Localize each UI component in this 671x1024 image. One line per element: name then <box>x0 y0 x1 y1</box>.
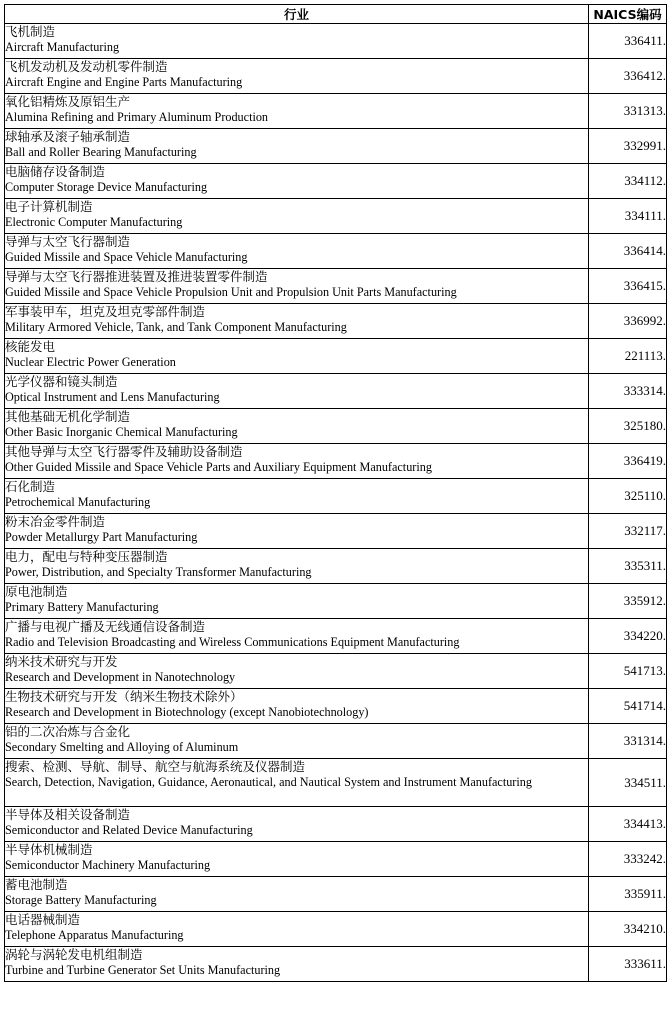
industry-name-chinese: 纳米技术研究与开发 <box>5 654 118 669</box>
table-row <box>5 444 667 479</box>
industry-cell <box>5 759 589 807</box>
industry-cell <box>5 619 589 654</box>
table-row <box>5 129 667 164</box>
table-row <box>5 689 667 724</box>
naics-code-cell: 332117. <box>589 514 667 549</box>
table-row <box>5 304 667 339</box>
industry-name-english: Nuclear Electric Power Generation <box>5 355 176 369</box>
industry-cell <box>5 444 589 479</box>
table-row <box>5 199 667 234</box>
industry-cell <box>5 689 589 724</box>
naics-code-cell: 334220. <box>589 619 667 654</box>
industry-cell <box>5 164 589 199</box>
industry-name-chinese: 电脑储存设备制造 <box>5 164 106 179</box>
industry-cell <box>5 724 589 759</box>
table-row <box>5 164 667 199</box>
industry-name-english: Other Basic Inorganic Chemical Manufacturing <box>5 425 238 439</box>
industry-name-chinese: 搜索、检测、导航、制导、航空与航海系统及仪器制造 <box>5 759 306 774</box>
industry-cell <box>5 234 589 269</box>
industry-cell <box>5 94 589 129</box>
table-row <box>5 234 667 269</box>
industry-cell <box>5 912 589 947</box>
industry-name-english: Alumina Refining and Primary Aluminum Production <box>5 110 269 124</box>
table-row <box>5 479 667 514</box>
naics-code-cell: 336419. <box>589 444 667 479</box>
industry-name-english: Military Armored Vehicle, Tank, and Tank Component Manufacturing <box>5 320 347 334</box>
industry-name-chinese: 铝的二次冶炼与合金化 <box>5 724 131 739</box>
industry-name-chinese: 飞机制造 <box>5 24 56 39</box>
naics-code-cell: 325180. <box>589 409 667 444</box>
industry-name-english: Aircraft Engine and Engine Parts Manufacturing <box>5 75 243 89</box>
table-row <box>5 409 667 444</box>
table-row <box>5 912 667 947</box>
naics-code-cell: 336415. <box>589 269 667 304</box>
table-row <box>5 654 667 689</box>
industry-name-chinese: 核能发电 <box>5 339 56 354</box>
naics-code-cell: 335311. <box>589 549 667 584</box>
industry-cell <box>5 269 589 304</box>
industry-cell <box>5 304 589 339</box>
industry-cell <box>5 24 589 59</box>
industry-name-chinese: 飞机发动机及发动机零件制造 <box>5 59 168 74</box>
industry-name-chinese: 其他导弹与太空飞行器零件及辅助设备制造 <box>5 444 243 459</box>
industry-cell <box>5 842 589 877</box>
naics-code-cell: 336411. <box>589 24 667 59</box>
industry-name-chinese: 球轴承及滚子轴承制造 <box>5 129 131 144</box>
industry-name-chinese: 电力，配电与特种变压器制造 <box>5 549 168 564</box>
table-row <box>5 842 667 877</box>
naics-code-cell: 333314. <box>589 374 667 409</box>
table-row <box>5 59 667 94</box>
industry-name-chinese: 石化制造 <box>5 479 56 494</box>
naics-code-cell: 333242. <box>589 842 667 877</box>
industry-cell <box>5 374 589 409</box>
industry-name-english: Other Guided Missile and Space Vehicle Parts and Auxiliary Equipment Manufacturing <box>5 460 432 474</box>
industry-cell <box>5 584 589 619</box>
industry-name-english: Guided Missile and Space Vehicle Manufacturing <box>5 250 248 264</box>
industry-cell <box>5 877 589 912</box>
industry-column-header: 行业 <box>5 5 589 24</box>
industry-name-english: Guided Missile and Space Vehicle Propulsion Unit and Propulsion Unit Parts Manufacturing <box>5 285 457 299</box>
industry-cell <box>5 479 589 514</box>
table-body <box>5 24 667 982</box>
industry-name-chinese: 原电池制造 <box>5 584 68 599</box>
naics-code-cell: 334511. <box>589 759 667 807</box>
naics-code-cell: 334210. <box>589 912 667 947</box>
industry-name-chinese: 导弹与太空飞行器制造 <box>5 234 131 249</box>
industry-name-english: Ball and Roller Bearing Manufacturing <box>5 145 197 159</box>
naics-code-cell: 334112. <box>589 164 667 199</box>
naics-code-column-header: NAICS编码 <box>589 5 667 24</box>
industry-name-english: Petrochemical Manufacturing <box>5 495 151 509</box>
table-row <box>5 514 667 549</box>
naics-code-cell: 335911. <box>589 877 667 912</box>
industry-name-english: Secondary Smelting and Alloying of Aluminum <box>5 740 239 754</box>
industry-name-english: Turbine and Turbine Generator Set Units Manufacturing <box>5 963 281 977</box>
industry-name-chinese: 电子计算机制造 <box>5 199 93 214</box>
industry-name-chinese: 氧化铝精炼及原铝生产 <box>5 94 131 109</box>
table-row <box>5 877 667 912</box>
table-row <box>5 94 667 129</box>
naics-code-cell: 221113. <box>589 339 667 374</box>
industry-cell <box>5 339 589 374</box>
industry-name-english: Computer Storage Device Manufacturing <box>5 180 208 194</box>
industry-name-english: Telephone Apparatus Manufacturing <box>5 928 184 942</box>
naics-code-cell: 541714. <box>589 689 667 724</box>
naics-code-cell: 325110. <box>589 479 667 514</box>
industry-name-chinese: 半导体机械制造 <box>5 842 93 857</box>
industry-name-chinese: 电话器械制造 <box>5 912 81 927</box>
table-row <box>5 24 667 59</box>
industry-name-chinese: 半导体及相关设备制造 <box>5 807 131 822</box>
industry-name-english: Power, Distribution, and Specialty Transformer Manufacturing <box>5 565 312 579</box>
naics-industry-table <box>4 4 667 982</box>
naics-code-cell: 332991. <box>589 129 667 164</box>
naics-code-cell: 334111. <box>589 199 667 234</box>
table-row <box>5 549 667 584</box>
naics-code-cell: 333611. <box>589 947 667 982</box>
naics-code-cell: 334413. <box>589 807 667 842</box>
industry-name-chinese: 光学仪器和镜头制造 <box>5 374 118 389</box>
industry-name-english: Powder Metallurgy Part Manufacturing <box>5 530 198 544</box>
industry-name-english: Electronic Computer Manufacturing <box>5 215 183 229</box>
industry-name-chinese: 生物技术研究与开发（纳米生物技术除外） <box>5 689 243 704</box>
industry-name-chinese: 导弹与太空飞行器推进装置及推进装置零件制造 <box>5 269 268 284</box>
table-row <box>5 807 667 842</box>
table-header-row <box>5 5 667 24</box>
naics-code-cell: 336992. <box>589 304 667 339</box>
industry-name-chinese: 涡轮与涡轮发电机组制造 <box>5 947 143 962</box>
industry-cell <box>5 409 589 444</box>
industry-name-english: Semiconductor and Related Device Manufacturing <box>5 823 253 837</box>
industry-name-chinese: 军事装甲车，坦克及坦克零部件制造 <box>5 304 206 319</box>
industry-cell <box>5 549 589 584</box>
industry-cell <box>5 654 589 689</box>
table-row <box>5 724 667 759</box>
naics-code-cell: 331314. <box>589 724 667 759</box>
table-row <box>5 947 667 982</box>
table-row <box>5 619 667 654</box>
naics-code-cell: 336414. <box>589 234 667 269</box>
naics-code-cell: 335912. <box>589 584 667 619</box>
industry-cell <box>5 947 589 982</box>
industry-name-chinese: 其他基础无机化学制造 <box>5 409 131 424</box>
table-row <box>5 269 667 304</box>
table-row <box>5 759 667 807</box>
industry-name-chinese: 广播与电视广播及无线通信设备制造 <box>5 619 206 634</box>
industry-name-english: Research and Development in Biotechnology (except Nanobiotechnology) <box>5 705 369 719</box>
industry-name-chinese: 蓄电池制造 <box>5 877 68 892</box>
naics-code-cell: 541713. <box>589 654 667 689</box>
industry-name-english: Radio and Television Broadcasting and Wireless Communications Equipment Manufacturing <box>5 635 460 649</box>
industry-cell <box>5 807 589 842</box>
industry-cell <box>5 514 589 549</box>
industry-cell <box>5 59 589 94</box>
naics-code-cell: 331313. <box>589 94 667 129</box>
industry-name-english: Research and Development in Nanotechnology <box>5 670 236 684</box>
industry-name-english: Semiconductor Machinery Manufacturing <box>5 858 211 872</box>
industry-name-english: Optical Instrument and Lens Manufacturing <box>5 390 220 404</box>
industry-name-english: Search, Detection, Navigation, Guidance, Aeronautical, and Nautical System and Instrument Manufacturing <box>5 775 532 789</box>
industry-cell <box>5 199 589 234</box>
industry-cell <box>5 129 589 164</box>
industry-name-chinese: 粉末冶金零件制造 <box>5 514 106 529</box>
industry-name-english: Primary Battery Manufacturing <box>5 600 159 614</box>
table-row <box>5 374 667 409</box>
naics-code-cell: 336412. <box>589 59 667 94</box>
table-row <box>5 339 667 374</box>
table-row <box>5 584 667 619</box>
industry-name-english: Storage Battery Manufacturing <box>5 893 157 907</box>
industry-name-english: Aircraft Manufacturing <box>5 40 120 54</box>
